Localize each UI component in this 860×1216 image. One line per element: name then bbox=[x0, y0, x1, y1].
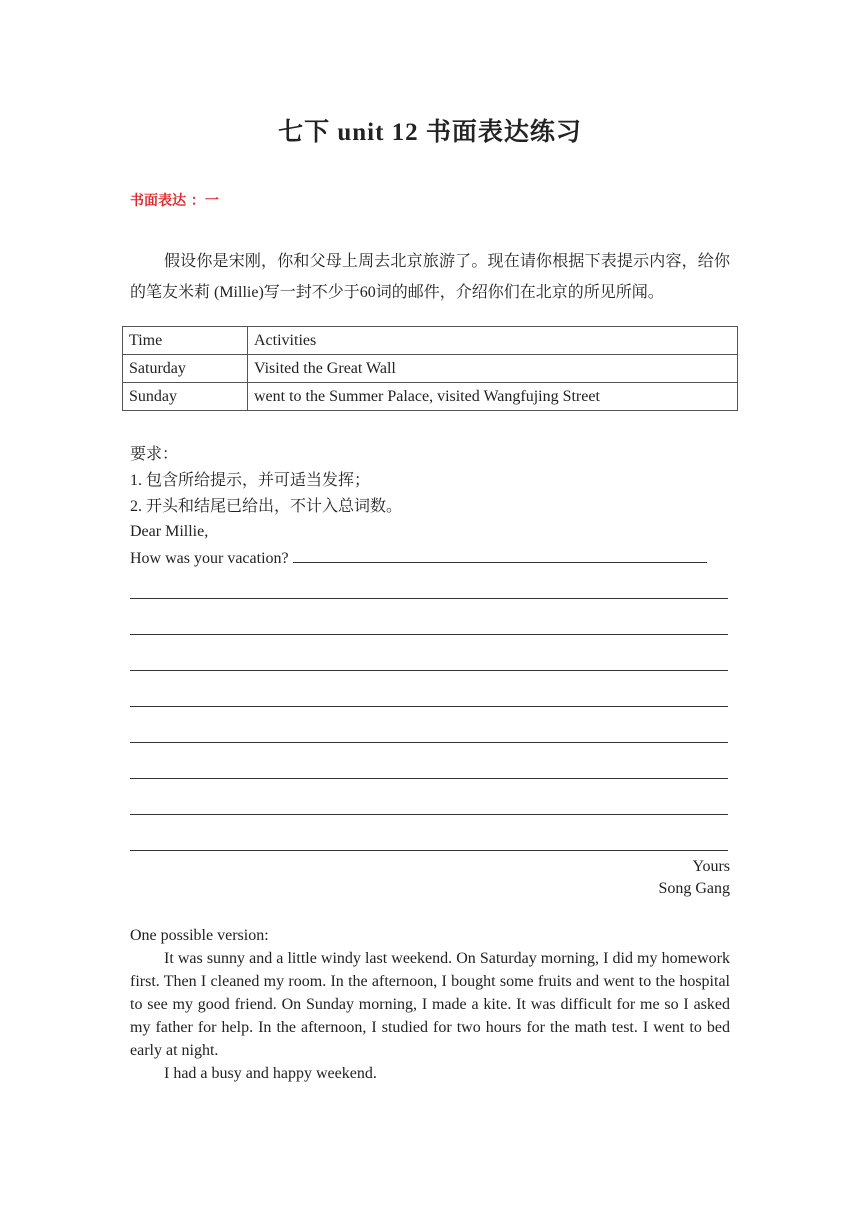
sample-answer-heading: One possible version: bbox=[130, 927, 269, 944]
table-header-time: Time bbox=[123, 327, 248, 355]
page-title: 七下 unit 12 书面表达练习 bbox=[278, 119, 582, 146]
table-row bbox=[123, 355, 738, 383]
answer-blank-line[interactable] bbox=[130, 598, 728, 599]
requirements-heading: 要求： bbox=[130, 446, 179, 463]
answer-blank-line[interactable] bbox=[130, 706, 728, 707]
sample-answer bbox=[130, 924, 730, 1085]
answer-blank-line[interactable] bbox=[130, 742, 728, 743]
letter-signature: Song Gang bbox=[658, 880, 730, 897]
answer-blank-line[interactable] bbox=[130, 670, 728, 671]
table-cell-activity: went to the Summer Palace, visited Wangfujing Street bbox=[248, 383, 738, 411]
letter-greeting: Dear Millie, bbox=[130, 523, 209, 540]
section-label: 书面表达 ：一 bbox=[130, 193, 219, 209]
table-cell-time: Sunday bbox=[123, 383, 248, 411]
sample-answer-paragraph: It was sunny and a little windy last weekend. On Saturday morning, I did my homework first. Then I cleaned my room. In the afternoon, I bought some fruits and went to the hospital to see my good friend. On Sunday morning, I made a kite. It was difficult for me so I asked my father for help. In the afternoon, I studied for two hours for the math test. I went to bed early at night. bbox=[130, 950, 730, 1059]
table-row bbox=[123, 383, 738, 411]
answer-blank-line[interactable] bbox=[130, 778, 728, 779]
sample-answer-paragraph: I had a busy and happy weekend. bbox=[164, 1065, 377, 1082]
activity-table bbox=[122, 326, 738, 411]
letter-opening-text: How was your vacation? bbox=[130, 550, 289, 567]
table-cell-time: Saturday bbox=[123, 355, 248, 383]
table-header-row bbox=[123, 327, 738, 355]
answer-blank-inline[interactable] bbox=[293, 546, 707, 563]
answer-blank-line[interactable] bbox=[130, 814, 728, 815]
table-header-activities: Activities bbox=[248, 327, 738, 355]
requirement-item: 1. 包含所给提示，并可适当发挥； bbox=[130, 472, 371, 489]
answer-blank-line[interactable] bbox=[130, 850, 728, 851]
answer-blank-line[interactable] bbox=[130, 634, 728, 635]
letter-closing: Yours bbox=[692, 858, 730, 875]
requirements bbox=[130, 442, 402, 542]
letter-first-line bbox=[130, 546, 707, 568]
requirement-item: 2. 开头和结尾已给出，不计入总词数。 bbox=[130, 498, 403, 515]
table-cell-activity: Visited the Great Wall bbox=[248, 355, 738, 383]
writing-prompt: 假设你是宋刚，你和父母上周去北京旅游了。现在请你根据下表提示内容，给你的笔友米莉 (Millie)写一封不少于60词的邮件，介绍你们在北京的所见所闻。 bbox=[130, 253, 730, 301]
